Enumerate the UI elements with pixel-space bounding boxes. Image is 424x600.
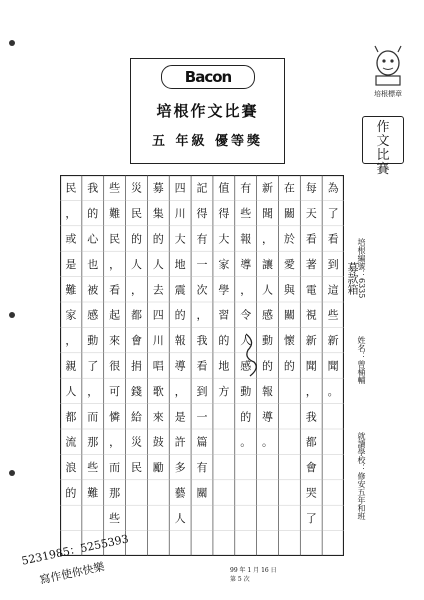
essay-char: 都: [130, 308, 142, 322]
stamp-caption: 培根標章: [374, 90, 402, 98]
essay-char: 有: [196, 232, 208, 246]
essay-char: ，: [65, 334, 77, 348]
author-id: 培根編號：6335: [357, 238, 366, 299]
essay-char: 著: [305, 257, 317, 271]
essay-char: 地: [174, 257, 186, 271]
tag-char: 作: [376, 120, 390, 135]
essay-char: 看: [196, 359, 208, 373]
essay-char: 人: [240, 334, 252, 348]
essay-char: 與: [283, 283, 295, 297]
essay-char: 流: [65, 435, 77, 449]
essay-char: 感: [87, 308, 99, 322]
essay-char: 動: [240, 384, 252, 398]
essay-char: 民: [130, 461, 142, 475]
essay-char: 我: [87, 181, 99, 195]
essay-char: 。: [240, 435, 252, 449]
essay-char: 新: [305, 334, 317, 348]
essay-char: 人: [262, 283, 274, 297]
essay-char: 聞: [305, 359, 317, 373]
essay-char: ，: [87, 384, 99, 398]
essay-char: 大: [174, 232, 186, 246]
essay-char: 心: [87, 232, 99, 246]
essay-char: 感: [262, 308, 274, 322]
essay-char: 民: [130, 207, 142, 221]
essay-char: ，: [109, 435, 121, 449]
essay-char: 的: [65, 486, 77, 500]
essay-char: 地: [218, 359, 230, 373]
essay-char: 些: [109, 181, 121, 195]
essay-char: 藝: [174, 486, 186, 500]
essay-char: 到: [327, 257, 339, 271]
tag-char: 文: [376, 134, 390, 149]
essay-char: 被: [87, 283, 99, 297]
essay-char: 導: [174, 359, 186, 373]
essay-char: 報: [262, 384, 274, 398]
essay-char: 那: [109, 486, 121, 500]
essay-char: 在: [283, 181, 295, 195]
essay-char: 很: [109, 359, 121, 373]
binder-hole: [9, 470, 15, 476]
essay-char: 一: [196, 257, 208, 271]
essay-char: 一: [196, 410, 208, 424]
essay-char: 。: [262, 435, 274, 449]
tag-char: 賽: [376, 162, 390, 177]
pen-scribble-icon: [242, 332, 262, 378]
essay-contest-tag: [362, 116, 404, 177]
essay-char: 都: [305, 435, 317, 449]
essay-char: 記: [196, 181, 208, 195]
essay-char: ，: [109, 257, 121, 271]
essay-char: 災: [130, 181, 142, 195]
essay-char: 多: [174, 461, 186, 475]
essay-char: 的: [87, 207, 99, 221]
essay-char: 次: [196, 283, 208, 297]
essay-char: 人: [152, 257, 164, 271]
essay-char: 川: [174, 207, 186, 221]
essay-char: 感: [240, 359, 252, 373]
essay-char: 難: [109, 207, 121, 221]
award-header: [130, 58, 285, 164]
essay-char: 我: [196, 334, 208, 348]
essay-char: 唱: [152, 359, 164, 373]
essay-char: 許: [174, 435, 186, 449]
essay-char: 民: [65, 181, 77, 195]
binder-hole: [9, 312, 15, 318]
essay-char: 電: [305, 283, 317, 297]
essay-char: ，: [262, 232, 274, 246]
essay-char: 集: [152, 207, 164, 221]
essay-char: 聞: [327, 359, 339, 373]
contest-title: 培根作文比賽: [156, 102, 259, 120]
essay-char: 視: [305, 308, 317, 322]
essay-char: 懷: [283, 334, 295, 348]
essay-char: 了: [305, 511, 317, 525]
essay-char: 為: [327, 181, 339, 195]
essay-char: 大: [218, 232, 230, 246]
essay-char: 方: [218, 384, 230, 398]
essay-char: 動: [87, 334, 99, 348]
essay-char: 四: [152, 308, 164, 322]
essay-char: 篇: [196, 435, 208, 449]
essay-char: 給: [130, 410, 142, 424]
essay-char: ，: [65, 207, 77, 221]
award-text: 五 年級 優等獎: [151, 134, 264, 149]
essay-char: 去: [152, 283, 164, 297]
essay-char: 而: [87, 410, 99, 424]
tag-char: 比: [376, 148, 390, 163]
essay-char: 募: [152, 181, 164, 195]
essay-char: 關: [283, 308, 295, 322]
essay-char: 那: [87, 435, 99, 449]
essay-char: 來: [109, 334, 121, 348]
essay-char: 四: [174, 181, 186, 195]
essay-char: 親: [65, 359, 77, 373]
essay-char: 浪: [65, 461, 77, 475]
essay-char: 這: [327, 283, 339, 297]
essay-char: 的: [262, 359, 274, 373]
essay-char: 天: [305, 207, 317, 221]
essay-char: 關: [196, 486, 208, 500]
essay-char: 起: [109, 308, 121, 322]
essay-char: 得: [218, 207, 230, 221]
essay-char: 看: [109, 283, 121, 297]
essay-char: 些: [327, 308, 339, 322]
slogan: 寫作使你快樂: [38, 560, 106, 587]
essay-char: 民: [109, 232, 121, 246]
essay-char: 人: [174, 511, 186, 525]
essay-char: 或: [65, 232, 77, 246]
essay-char: 來: [152, 410, 164, 424]
essay-char: 有: [240, 181, 252, 195]
essay-char: 些: [87, 461, 99, 475]
essay-char: 可: [109, 384, 121, 398]
essay-char: 都: [65, 410, 77, 424]
essay-char: 歌: [152, 384, 164, 398]
essay-char: 家: [218, 257, 230, 271]
essay-char: 關: [283, 207, 295, 221]
essay-char: 報: [174, 334, 186, 348]
essay-char: 難: [65, 283, 77, 297]
binder-hole: [9, 40, 15, 46]
essay-char: 震: [174, 283, 186, 297]
essay-char: ，: [130, 283, 142, 297]
essay-char: 而: [109, 461, 121, 475]
essay-title: 募款箱: [346, 262, 359, 295]
essay-char: 也: [87, 257, 99, 271]
essay-char: 了: [327, 207, 339, 221]
essay-char: 導: [262, 410, 274, 424]
essay-char: 些: [240, 207, 252, 221]
essay-char: 。: [327, 384, 339, 398]
essay-char: 值: [218, 181, 230, 195]
essay-char: 是: [65, 257, 77, 271]
essay-char: 川: [152, 334, 164, 348]
essay-char: 的: [240, 410, 252, 424]
essay-char: 捐: [130, 359, 142, 373]
author-school: 就讀學校：修安五年和班: [357, 432, 366, 520]
essay-char: 人: [130, 257, 142, 271]
essay-char: 聞: [262, 207, 274, 221]
essay-char: 些: [109, 511, 121, 525]
essay-char: 於: [283, 232, 295, 246]
essay-char: 導: [240, 257, 252, 271]
essay-char: 了: [87, 359, 99, 373]
essay-char: ，: [174, 384, 186, 398]
essay-char: 難: [87, 486, 99, 500]
essay-char: 是: [174, 410, 186, 424]
author-name: 姓名：曾桶輔: [357, 336, 366, 384]
submission-date: 99 年 1 月 16 日: [230, 567, 277, 574]
essay-char: 愛: [283, 257, 295, 271]
contact-phone: 5231985：5255393: [20, 532, 130, 568]
essay-char: 鼓: [152, 435, 164, 449]
essay-char: 的: [152, 232, 164, 246]
essay-char: 新: [327, 334, 339, 348]
essay-char: 報: [240, 232, 252, 246]
essay-char: ，: [196, 308, 208, 322]
bacon-logo: Bacon: [161, 65, 255, 89]
essay-char: 憐: [109, 410, 121, 424]
essay-char: 勵: [152, 461, 164, 475]
submission-count: 第 5 次: [230, 576, 250, 583]
essay-char: 災: [130, 435, 142, 449]
essay-char: 的: [218, 334, 230, 348]
essay-char: 到: [196, 384, 208, 398]
essay-char: 看: [327, 232, 339, 246]
essay-char: 的: [130, 232, 142, 246]
essay-char: 新: [262, 181, 274, 195]
essay-char: 的: [174, 308, 186, 322]
essay-char: 動: [262, 334, 274, 348]
essay-char: 每: [305, 181, 317, 195]
manuscript-grid: [60, 175, 344, 556]
essay-char: 人: [65, 384, 77, 398]
mascot-stamp-icon: [366, 43, 410, 89]
essay-char: 看: [305, 232, 317, 246]
essay-char: 會: [130, 334, 142, 348]
essay-char: 會: [305, 461, 317, 475]
essay-char: 令: [240, 308, 252, 322]
essay-char: 習: [218, 308, 230, 322]
essay-char: ，: [305, 384, 317, 398]
essay-char: 的: [283, 359, 295, 373]
essay-char: 哭: [305, 486, 317, 500]
essay-char: 得: [196, 207, 208, 221]
essay-char: 有: [196, 461, 208, 475]
essay-char: 讓: [262, 257, 274, 271]
submission-info: [230, 565, 380, 583]
essay-char: 家: [65, 308, 77, 322]
essay-char: 我: [305, 410, 317, 424]
essay-char: ，: [240, 283, 252, 297]
essay-char: 錢: [130, 384, 142, 398]
essay-char: 學: [218, 283, 230, 297]
